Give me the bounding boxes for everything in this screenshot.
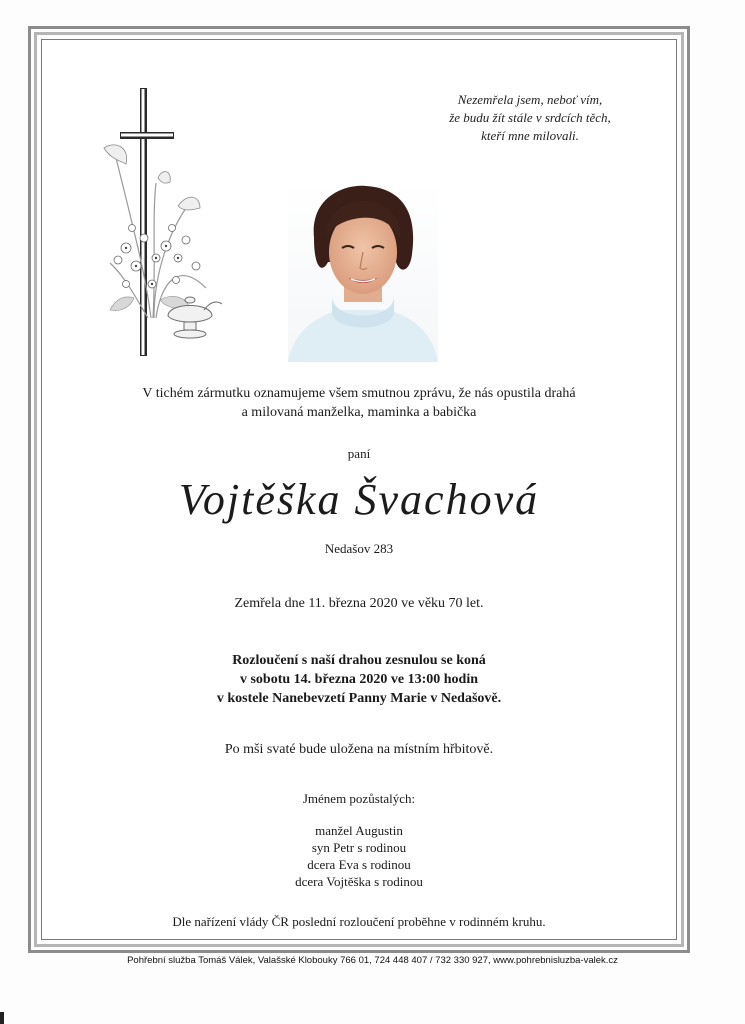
list-item: syn Petr s rodinou [311, 840, 407, 855]
mourners-intro: Jménem pozůstalých: [302, 791, 416, 806]
list-item: dcera Eva s rodinou [307, 857, 411, 872]
ceremony-line: Rozloučení s naší drahou zesnulou se koná [232, 653, 486, 668]
list-item: dcera Vojtěška s rodinou [295, 874, 423, 889]
announcement-line: V tichém zármutku oznamujeme všem smutnou zprávu, že nás opustila drahá [142, 386, 576, 401]
ceremony-info [41, 651, 677, 708]
announcement [41, 384, 677, 422]
portrait-photo [288, 182, 438, 362]
poem-line: kteří mne milovali. [481, 128, 579, 143]
poem-line: Nezemřela jsem, neboť vím, [457, 92, 603, 107]
poem [410, 91, 650, 145]
title-label: paní [347, 446, 371, 461]
corner-mark [0, 1012, 4, 1024]
funeral-service-footer: Pohřební služba Tomáš Válek, Valašské Klobouky 766 01, 724 448 407 / 732 330 927, www.pohrebnisluzba-valek.cz [127, 955, 618, 966]
list-item: manžel Augustin [315, 823, 403, 838]
deceased-name: Vojtěška Švachová [178, 475, 540, 524]
announcement-line: a milovaná manželka, maminka a babička [241, 405, 477, 420]
poem-line: že budu žít stále v srdcích těch, [449, 110, 611, 125]
deceased-address: Nedašov 283 [324, 541, 394, 556]
burial-info: Po mši svaté bude uložena na místním hřbitově. [224, 742, 494, 757]
cross-lilies-icon [96, 88, 228, 358]
ceremony-line: v kostele Nanebevzetí Panny Marie v Nedašově. [216, 691, 502, 706]
government-notice: Dle nařízení vlády ČR poslední rozloučení proběhne v rodinném kruhu. [172, 914, 546, 929]
ceremony-line: v sobotu 14. března 2020 ve 13:00 hodin [239, 672, 479, 687]
mourners-list [41, 822, 677, 890]
death-info: Zemřela dne 11. března 2020 ve věku 70 let. [234, 596, 484, 611]
